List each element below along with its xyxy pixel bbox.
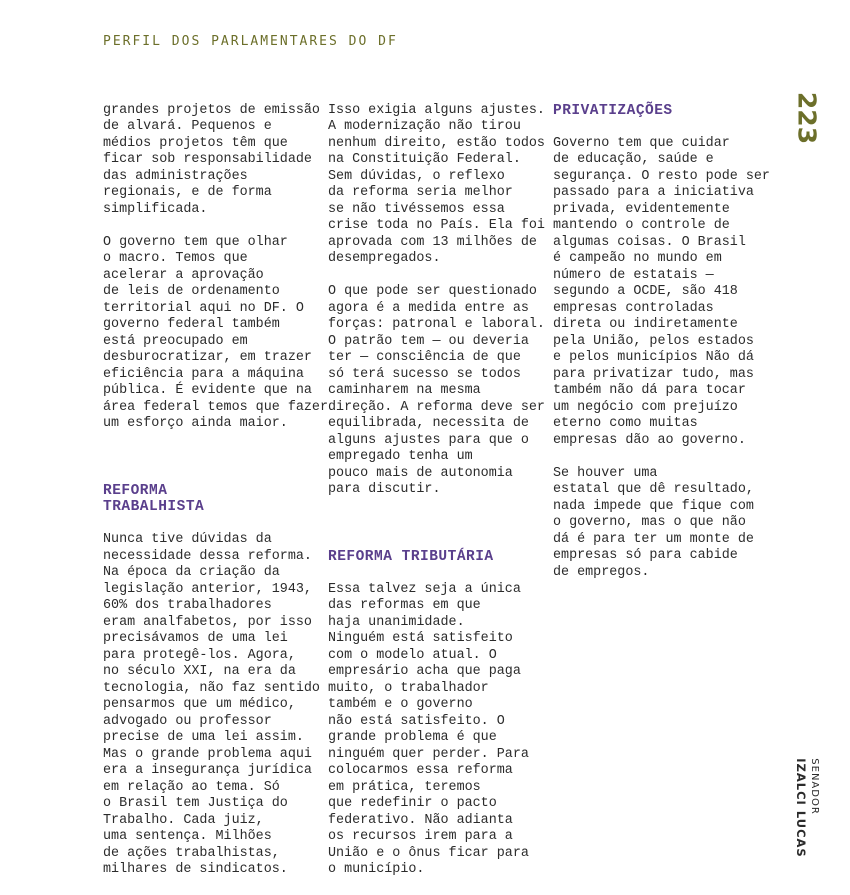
paragraph: Se houver uma estatal que dê resultado, nada impede que fique com o governo, mas o que não dá é para ter um monte de empresas só para cabide de empregos. (553, 465, 754, 580)
page-number-text: 223 (792, 91, 822, 145)
section-heading-reforma-trabalhista: REFORMA TRABALHISTA (103, 482, 205, 515)
paragraph: Isso exigia alguns ajustes. A modernização não tirou nenhum direito, estão todos na Constituição Federal. Sem dúvidas, o reflexo da reforma seria melhor se não tivéssemos essa crise toda no País. Ela foi aprovada com 13 milhões de desempregados. (328, 102, 545, 266)
text-column-2 (328, 86, 553, 895)
text-column-1 (103, 86, 328, 895)
section-heading-reforma-tributaria: REFORMA TRIBUTÁRIA (328, 548, 494, 565)
paragraph: grandes projetos de emissão de alvará. Pequenos e médios projetos têm que ficar sob responsabilidade das administrações regionais, e de forma simplificada. (103, 102, 320, 217)
running-header: PERFIL DOS PARLAMENTARES DO DF (103, 34, 398, 49)
paragraph: Governo tem que cuidar de educação, saúde e segurança. O resto pode ser passado para a iniciativa privada, evidentemente mantendo o controle de algumas coisas. O Brasil é campeão no mundo em número de estatais — segundo a OCDE, são 418 empresas controladas direta ou indiretamente pela União, pelos estados e pelos municípios Não dá para privatizar tudo, mas também não dá para tocar um negócio com prejuízo eterno como muitas empresas dão ao governo. (553, 135, 770, 448)
author-sidebar (790, 757, 824, 858)
paragraph: Essa talvez seja a única das reformas em que haja unanimidade. Ninguém está satisfeito com o modelo atual. O empresário acha que paga muito, o trabalhador também e o governo não está satisfeito. O grande problema é que ninguém quer perder. Para colocarmos essa reforma em prática, teremos que redefinir o pacto federativo. Não adianta os recursos irem para a União e o ônus ficar para o município. (328, 581, 529, 877)
section-heading-privatizacoes: PRIVATIZAÇÕES (553, 102, 673, 119)
author-role: SENADOR (809, 757, 820, 815)
paragraph: Nunca tive dúvidas da necessidade dessa reforma. Na época da criação da legislação anterior, 1943, 60% dos trabalhadores eram analfabetos, por isso precisávamos de uma lei para protegê-los. Agora, no século XXI, na era da tecnologia, não faz sentido pensarmos que um médico, advogado ou professor precise de uma lei assim. Mas o grande problema aqui era a insegurança jurídica em relação ao tema. Só o Brasil tem Justiça do Trabalho. Cada juiz, uma sentença. Milhões de ações trabalhistas, milhares de sindicatos. (103, 532, 320, 877)
author-name: IZALCI LUCAS (794, 757, 808, 858)
page-number (792, 88, 822, 148)
paragraph: O governo tem que olhar o macro. Temos que acelerar a aprovação de leis de ordenamento territorial aqui no DF. O governo federal também está preocupado em desburocratizar, em trazer eficiência para a máquina pública. É evidente que na área federal temos que fazer um esforço ainda maior. (103, 234, 328, 431)
text-column-3 (553, 86, 778, 598)
paragraph: O que pode ser questionado agora é a medida entre as forças: patronal e laboral. O patrão tem — ou deveria ter — consciência de que só terá sucesso se todos caminharem na mesma direção. A reforma deve ser equilibrada, necessita de alguns ajustes para que o empregado tenha um pouco mais de autonomia para discutir. (328, 284, 545, 497)
